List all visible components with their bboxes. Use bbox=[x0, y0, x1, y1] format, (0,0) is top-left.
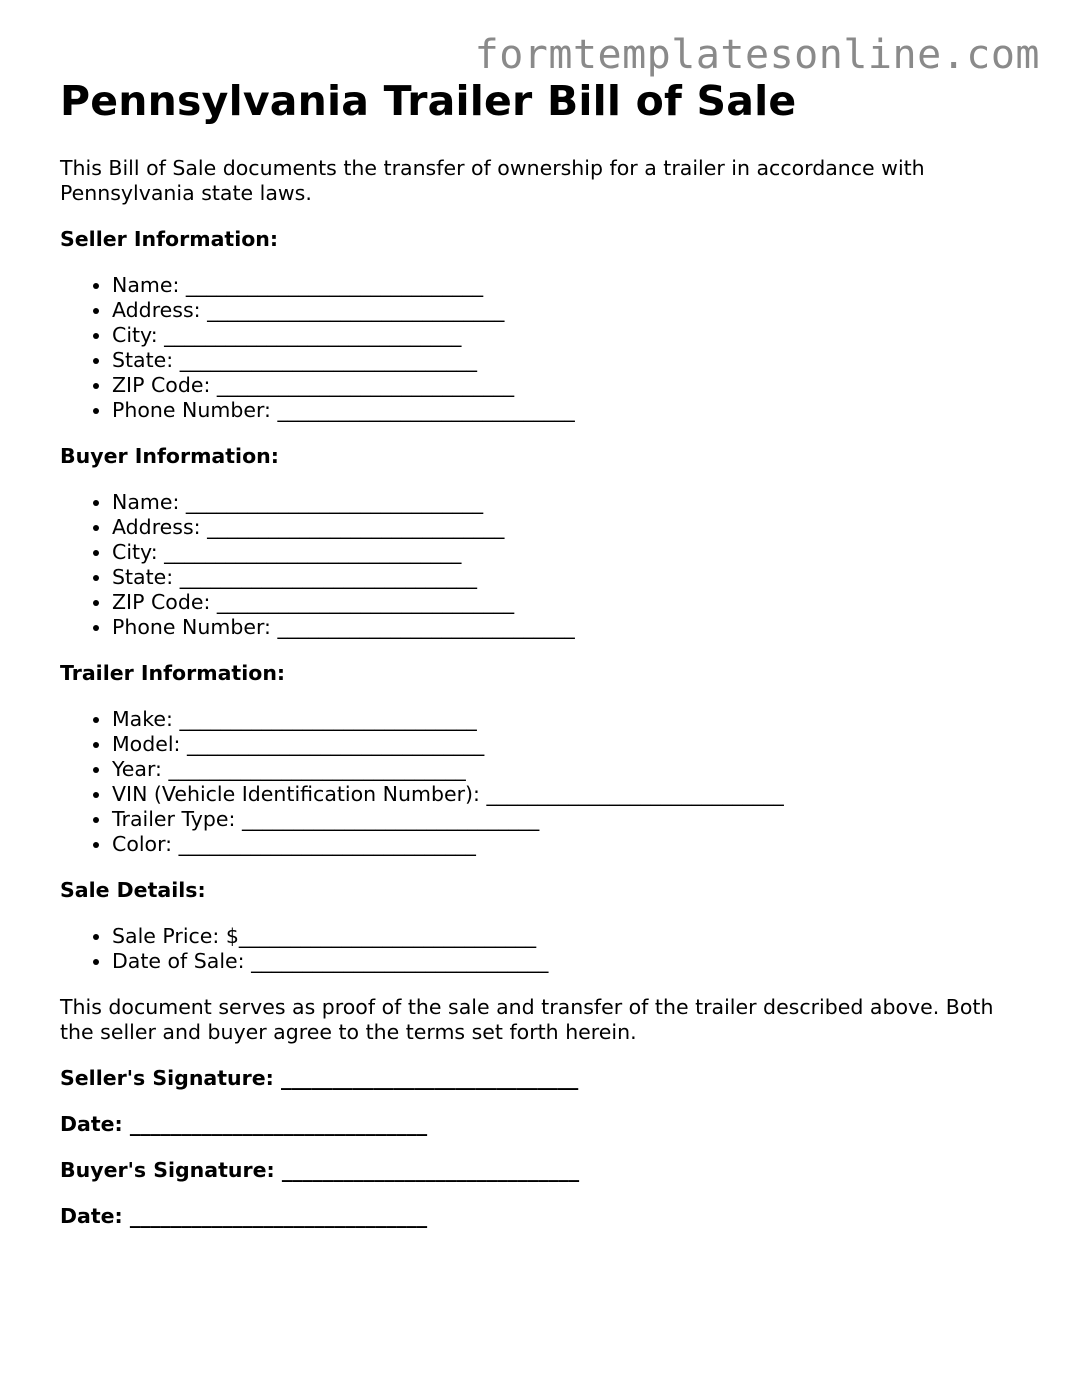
trailer-model-field[interactable]: • Model: _____________________________ bbox=[112, 732, 1020, 757]
fill-line[interactable]: _____________________________ bbox=[207, 298, 505, 322]
fill-line[interactable]: _____________________________ bbox=[216, 590, 515, 614]
fill-line[interactable]: _____________________________ bbox=[251, 949, 549, 973]
seller-fields bbox=[60, 273, 1020, 423]
fill-line[interactable]: _____________________________ bbox=[186, 732, 485, 756]
buyer-heading: Buyer Information: bbox=[60, 444, 279, 468]
fill-line[interactable]: _____________________________ bbox=[185, 490, 484, 514]
trailer-fields bbox=[60, 707, 1020, 857]
seller-phone-field[interactable]: • Phone Number: _____________________________ bbox=[112, 398, 1020, 423]
trailer-heading: Trailer Information: bbox=[60, 661, 286, 685]
sale-fields bbox=[60, 924, 1020, 974]
fill-line[interactable]: _____________________________ bbox=[179, 707, 477, 731]
buyer-phone-field[interactable]: • Phone Number: _____________________________ bbox=[112, 615, 1020, 640]
fill-line[interactable]: _____________________________ bbox=[168, 757, 466, 781]
buyer-city-field[interactable]: • City: _____________________________ bbox=[112, 540, 1020, 565]
trailer-vin-field[interactable]: • VIN (Vehicle Identification Number): _____________________________ bbox=[112, 782, 1020, 807]
seller-address-field[interactable]: • Address: _____________________________ bbox=[112, 298, 1020, 323]
fill-line[interactable]: _____________________________ bbox=[277, 615, 575, 639]
seller-signature-field[interactable]: Seller's Signature: _____________________________ bbox=[60, 1066, 579, 1090]
sale-price-field[interactable]: • Sale Price: $_____________________________ bbox=[112, 924, 1020, 949]
buyer-fields bbox=[60, 490, 1020, 640]
buyer-date-field[interactable]: Date: _____________________________ bbox=[60, 1204, 428, 1228]
buyer-state-field[interactable]: • State: _____________________________ bbox=[112, 565, 1020, 590]
trailer-year-field[interactable]: • Year: _____________________________ bbox=[112, 757, 1020, 782]
fill-line[interactable]: _____________________________ bbox=[207, 515, 505, 539]
seller-name-field[interactable]: • Name: _____________________________ bbox=[112, 273, 1020, 298]
seller-date-field[interactable]: Date: _____________________________ bbox=[60, 1112, 428, 1136]
trailer-make-field[interactable]: • Make: _____________________________ bbox=[112, 707, 1020, 732]
fill-line[interactable]: _____________________________ bbox=[277, 398, 575, 422]
watermark: formtemplatesonline.com bbox=[474, 32, 1040, 78]
document-page bbox=[60, 74, 1020, 1250]
fill-line[interactable]: _____________________________ bbox=[178, 832, 476, 856]
fill-line[interactable]: _____________________________ bbox=[164, 323, 462, 347]
fill-line[interactable]: _____________________________ bbox=[129, 1112, 428, 1136]
fill-line[interactable]: _____________________________ bbox=[281, 1066, 579, 1090]
trailer-type-field[interactable]: • Trailer Type: _____________________________ bbox=[112, 807, 1020, 832]
document-title: Pennsylvania Trailer Bill of Sale bbox=[60, 77, 797, 125]
fill-line[interactable]: _____________________________ bbox=[216, 373, 515, 397]
closing-paragraph: This document serves as proof of the sale and transfer of the trailer described above. Both the seller and buyer agree to the terms set forth herein. bbox=[60, 995, 994, 1044]
fill-line[interactable]: _____________________________ bbox=[486, 782, 784, 806]
buyer-address-field[interactable]: • Address: _____________________________ bbox=[112, 515, 1020, 540]
fill-line[interactable]: _____________________________ bbox=[238, 924, 537, 948]
fill-line[interactable]: _____________________________ bbox=[179, 565, 477, 589]
fill-line[interactable]: _____________________________ bbox=[281, 1158, 580, 1182]
trailer-color-field[interactable]: • Color: _____________________________ bbox=[112, 832, 1020, 857]
fill-line[interactable]: _____________________________ bbox=[241, 807, 540, 831]
buyer-zip-field[interactable]: • ZIP Code: _____________________________ bbox=[112, 590, 1020, 615]
fill-line[interactable]: _____________________________ bbox=[129, 1204, 428, 1228]
buyer-signature-field[interactable]: Buyer's Signature: _____________________________ bbox=[60, 1158, 580, 1182]
fill-line[interactable]: _____________________________ bbox=[185, 273, 484, 297]
fill-line[interactable]: _____________________________ bbox=[164, 540, 462, 564]
seller-zip-field[interactable]: • ZIP Code: _____________________________ bbox=[112, 373, 1020, 398]
buyer-name-field[interactable]: • Name: _____________________________ bbox=[112, 490, 1020, 515]
seller-heading: Seller Information: bbox=[60, 227, 279, 251]
intro-paragraph: This Bill of Sale documents the transfer of ownership for a trailer in accordance with Pennsylvania state laws. bbox=[60, 156, 925, 205]
sale-heading: Sale Details: bbox=[60, 878, 206, 902]
seller-city-field[interactable]: • City: _____________________________ bbox=[112, 323, 1020, 348]
seller-state-field[interactable]: • State: _____________________________ bbox=[112, 348, 1020, 373]
fill-line[interactable]: _____________________________ bbox=[179, 348, 477, 372]
sale-date-field[interactable]: • Date of Sale: _____________________________ bbox=[112, 949, 1020, 974]
